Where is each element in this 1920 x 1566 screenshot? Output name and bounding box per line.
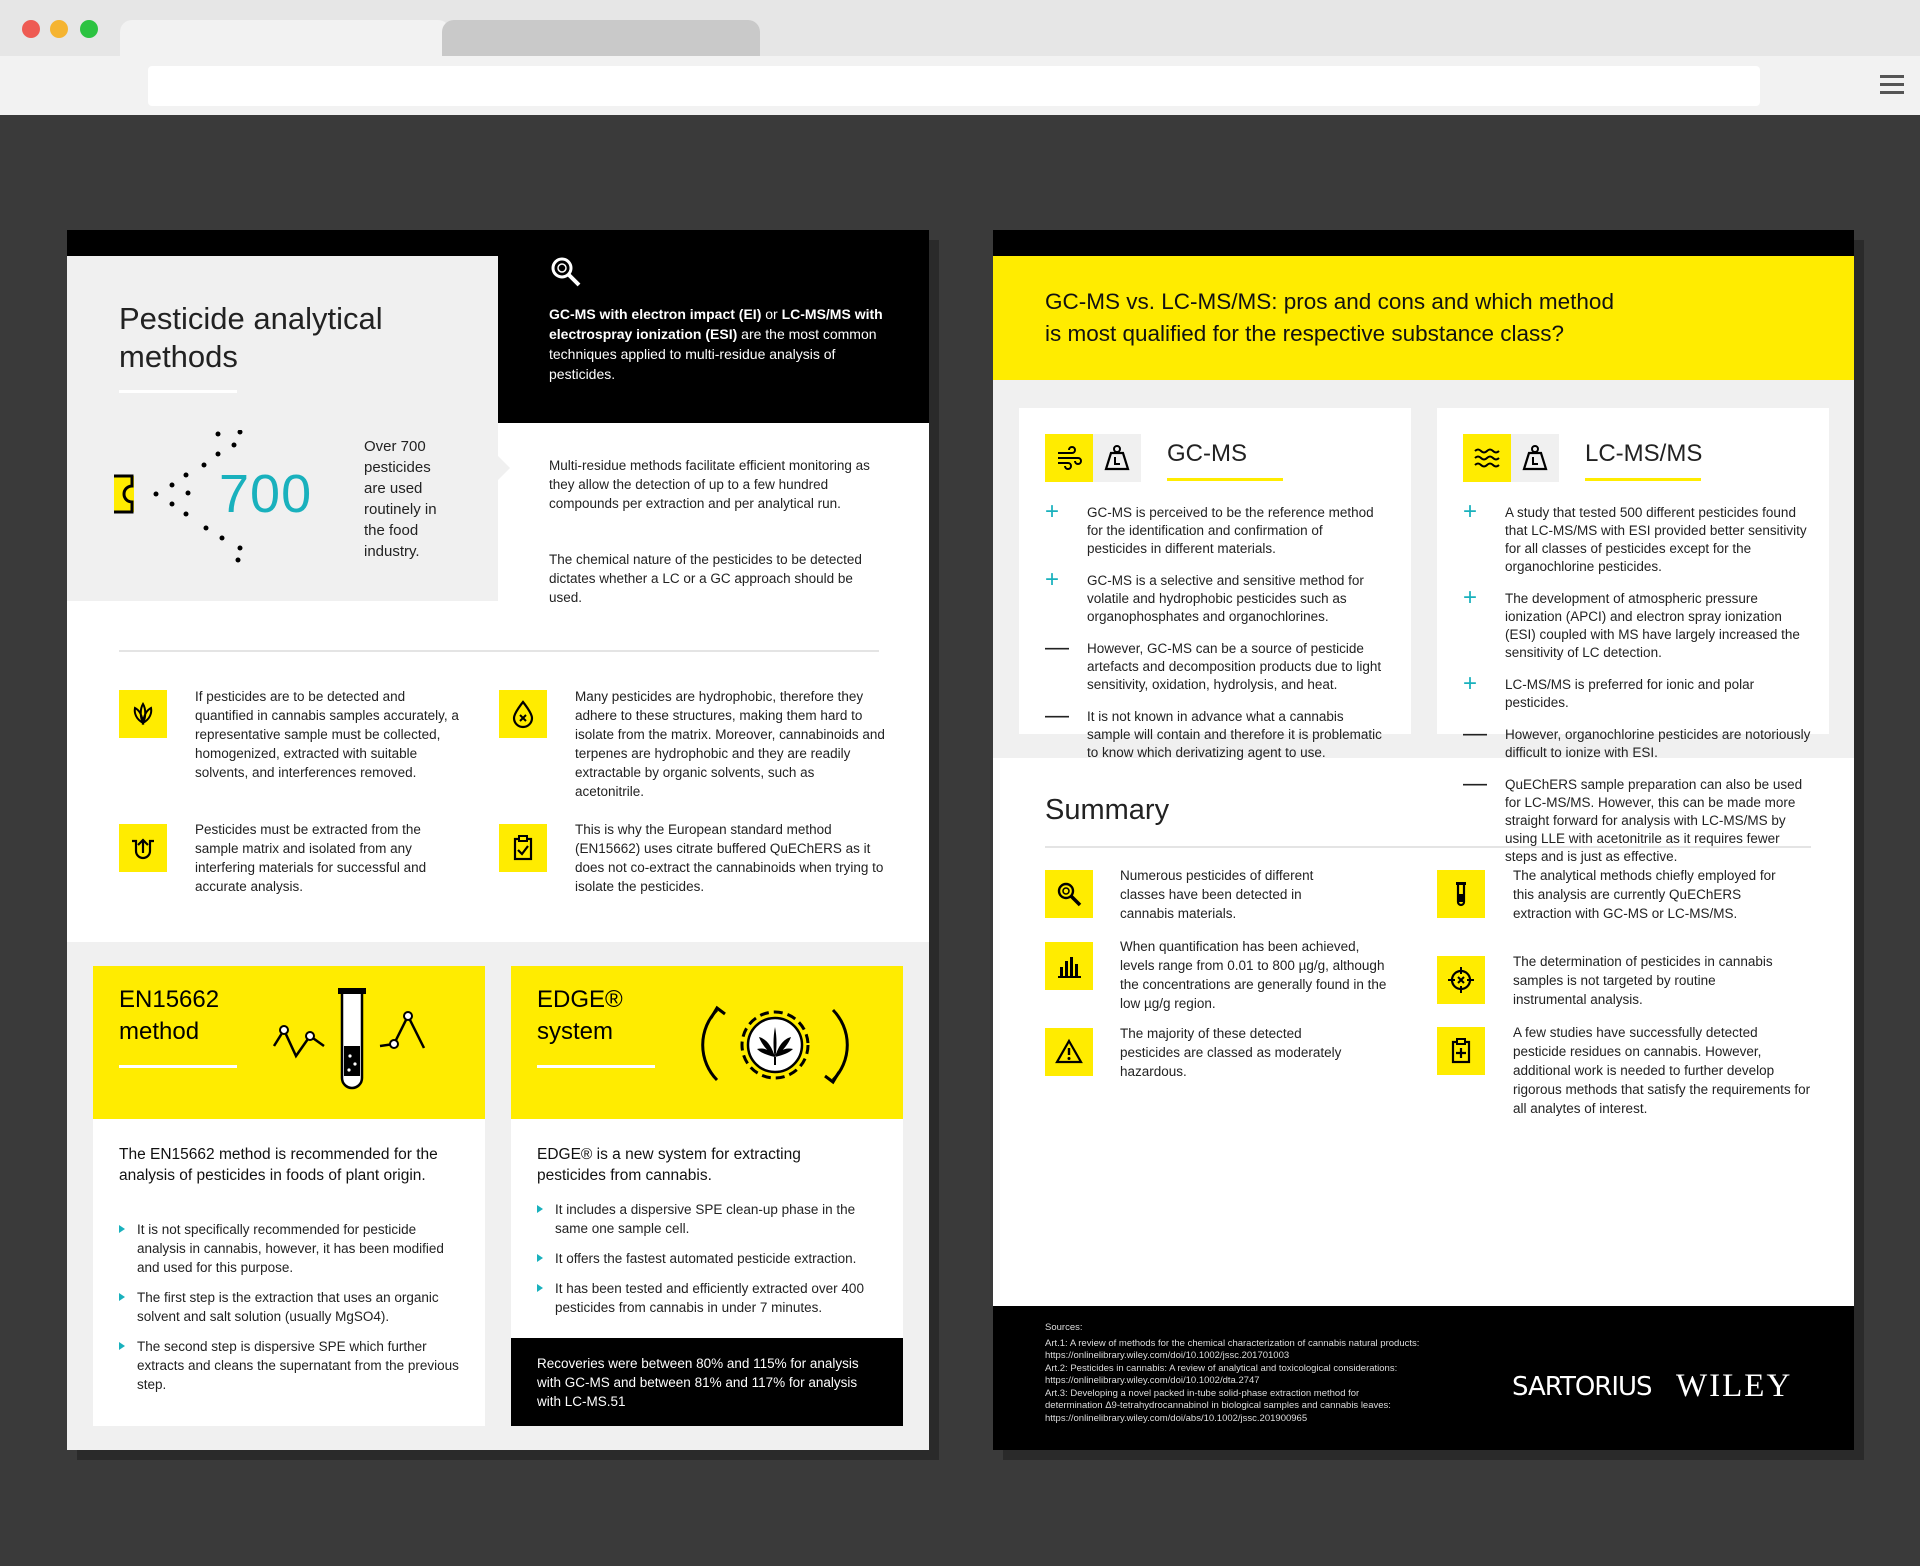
lc-underline — [1585, 478, 1701, 481]
minus-icon: — — [1463, 770, 1487, 797]
left-page — [67, 230, 929, 1450]
gc-title: GC-MS — [1167, 440, 1247, 467]
test-tube-graph-icon — [272, 986, 442, 1096]
fact-text-1: If pesticides are to be detected and quantified in cannabis samples accurately, a representative sample must be collected, homogenized, extracted with suitable solvents, and interferences removed. — [195, 689, 459, 780]
lc-item: — However, organochlorine pesticides are notoriously difficult to ionize with ESI. — [1463, 720, 1811, 760]
wind-icon — [1045, 434, 1093, 482]
sources-block: Sources: Art.1: A review of methods for the chemical characterization of cannabis natural products: https://onlinelibrary.wiley.com/doi/10.1002/jssc.201701003 Art.2: Pesticides in cannabis: A review of analytical and toxicological considerations: https://onlinelibrary.wiley.com/doi/10.1002/dta.2747 Art.3: Developing a novel packed in-tube solid-phase extraction method for determination Δ9-tetrahydrocannabinol in biological samples and cannabis leaves: https://onlinelibrary.wiley.com/doi/abs/10.1002/jssc.201900965 — [1045, 1322, 1420, 1424]
comparison-title: GC-MS vs. LC-MS/MS: pros and cons and which method is most qualified for the respective substance class? — [1045, 289, 1614, 346]
magnifier-icon — [548, 254, 584, 290]
gc-item: + GC-MS is a selective and sensitive method for volatile and hydrophobic pesticides such as organophosphates and organochlorines. — [1045, 566, 1364, 624]
top-black-strip — [67, 230, 929, 256]
plus-icon: + — [1463, 584, 1478, 611]
lc-item: + LC-MS/MS is preferred for ionic and polar pesticides. — [1463, 670, 1755, 710]
page-title: Pesticide analytical methods — [119, 301, 383, 374]
lc-item: — QuEChERS sample preparation can also be used for LC-MS/MS. However, this can be made more straight forward for analysis with LC-MS/MS by using LLE with acetonitrile as it requires fewer steps and is just as effective. — [1463, 770, 1803, 864]
weight-icon — [1511, 434, 1559, 482]
address-bar[interactable] — [148, 66, 1760, 106]
bar-chart-icon — [1045, 942, 1093, 990]
fact-text-4: This is why the European standard method (EN15662) uses citrate buffered QuEChERS as it does not co-extract the cannabinoids when trying to isolate the pesticides. — [575, 822, 884, 894]
sartorius-logo: SARTORIUS — [1512, 1372, 1652, 1402]
number-caption: Over 700 pesticides are used routinely in the food industry. — [364, 438, 437, 560]
edge-bullet: It includes a dispersive SPE clean-up phase in the same one sample cell. — [537, 1200, 887, 1238]
para-multi-residue: Multi-residue methods facilitate efficient monitoring as they allow the detection of up to a few hundred compounds per extraction and per analytical run. — [549, 458, 870, 511]
edge-underline — [537, 1065, 655, 1068]
gear-cannabis-icon — [695, 990, 855, 1100]
gc-underline — [1167, 478, 1283, 481]
section-divider — [119, 650, 879, 652]
waves-icon — [1463, 434, 1511, 482]
browser-tab-active[interactable] — [120, 20, 450, 60]
clipboard-plus-icon — [1437, 1027, 1485, 1075]
en15662-bullets — [119, 1220, 459, 1405]
en15662-underline — [119, 1065, 237, 1068]
edge-bullet: It offers the fastest automated pesticide extraction. — [537, 1249, 887, 1268]
edge-title: EDGE® system — [537, 986, 623, 1045]
summary-text-3: The majority of these detected pesticides are classed as moderately hazardous. — [1120, 1026, 1342, 1079]
droplet-icon — [499, 690, 547, 738]
lc-title: LC-MS/MS — [1585, 440, 1703, 467]
wiley-logo: WILEY — [1676, 1368, 1793, 1404]
browser-chrome — [0, 0, 1920, 115]
lc-item: + The development of atmospheric pressure ionization (APCI) and electron spray ionization (ESI) coupled with MS have largely increased the sensitivity of LC detection. — [1463, 584, 1800, 660]
para-chemical-nature: The chemical nature of the pesticides to be detected dictates whether a LC or a GC approach should be used. — [549, 552, 862, 605]
plus-icon: + — [1045, 566, 1060, 593]
gc-list — [1045, 498, 1385, 776]
edge-footer-text: Recoveries were between 80% and 115% for analysis with GC-MS and between 81% and 117% for analysis with LC-MS.51 — [537, 1356, 859, 1409]
clipboard-check-icon — [499, 824, 547, 872]
target-icon — [1437, 956, 1485, 1004]
title-underline — [119, 390, 237, 393]
big-number-700: 700 — [219, 464, 313, 524]
minimize-window-button[interactable] — [50, 20, 68, 38]
hamburger-menu-icon[interactable] — [1880, 75, 1904, 95]
summary-rule — [1045, 846, 1811, 848]
maximize-window-button[interactable] — [80, 20, 98, 38]
extract-icon — [119, 824, 167, 872]
lc-item: + A study that tested 500 different pesticides found that LC-MS/MS with ESI provided better sensitivity for all classes of pesticides except for the organochlorine pesticides. — [1463, 498, 1807, 574]
browser-tab-inactive[interactable] — [442, 20, 760, 58]
en15662-title: EN15662 method — [119, 986, 220, 1045]
gc-item: + GC-MS is perceived to be the reference method for the identification and confirmation of pesticides in different materials. — [1045, 498, 1374, 556]
right-page — [993, 230, 1854, 1450]
test-tube-icon — [1437, 870, 1485, 918]
minus-icon: — — [1463, 720, 1487, 747]
fact-text-2: Many pesticides are hydrophobic, therefore they adhere to these structures, making them hard to isolate from the matrix. Moreover, cannabinoids and terpenes are hydrophobic and they are readily extractable by organic solvents, such as acetonitrile. — [575, 689, 885, 799]
summary-text-1: Numerous pesticides of different classes have been detected in cannabis materials. — [1120, 868, 1314, 921]
en15662-bullet: It is not specifically recommended for pesticide analysis in cannabis, however, it has been modified and used for this purpose. — [119, 1220, 459, 1277]
summary-text-4: The analytical methods chiefly employed for this analysis are currently QuEChERS extraction with GC-MS or LC-MS/MS. — [1513, 868, 1776, 921]
weight-icon — [1093, 434, 1141, 482]
summary-text-2: When quantification has been achieved, levels range from 0.01 to 800 µg/g, although the concentrations are generally found in the low µg/g region. — [1120, 939, 1387, 1011]
en15662-intro: The EN15662 method is recommended for the analysis of pesticides in foods of plant origin. — [119, 1146, 438, 1184]
plus-icon: + — [1463, 670, 1478, 697]
minus-icon: — — [1045, 702, 1069, 729]
summary-title: Summary — [1045, 794, 1170, 826]
plus-icon: + — [1045, 498, 1060, 525]
intro-text: GC-MS with electron impact (EI) or LC-MS/MS with electrospray ionization (ESI) are the most common techniques applied to multi-residue analysis of pesticides. — [549, 306, 883, 382]
lc-list — [1463, 498, 1813, 880]
minus-icon: — — [1045, 634, 1069, 661]
leaf-icon — [119, 690, 167, 738]
summary-text-6: A few studies have successfully detected pesticide residues on cannabis. However, additional work is needed to further develop rigorous methods that satisfy the requirements for all analytes of interest. — [1513, 1025, 1811, 1116]
gc-item: — It is not known in advance what a cannabis sample will contain and therefore it is problematic to know which derivatizing agent to use. — [1045, 702, 1382, 760]
magnifier-icon — [1045, 870, 1093, 918]
summary-text-5: The determination of pesticides in cannabis samples is not targeted by routine instrumental analysis. — [1513, 954, 1773, 1007]
close-window-button[interactable] — [22, 20, 40, 38]
gc-item: — However, GC-MS can be a source of pesticide artefacts and decomposition products due to light sensitivity, oxidation, hydrolysis, and heat. — [1045, 634, 1382, 692]
top-black-strip — [993, 230, 1854, 256]
en15662-bullet: The second step is dispersive SPE which further extracts and cleans the supernatant from the previous step. — [119, 1337, 459, 1394]
edge-bullets — [537, 1200, 887, 1328]
edge-intro: EDGE® is a new system for extracting pesticides from cannabis. — [537, 1146, 801, 1184]
warning-icon — [1045, 1028, 1093, 1076]
en15662-bullet: The first step is the extraction that uses an organic solvent and salt solution (usually MgSO4). — [119, 1288, 459, 1326]
arrow-notch — [498, 456, 510, 480]
fact-text-3: Pesticides must be extracted from the sample matrix and isolated from any interfering materials for successful and accurate analysis. — [195, 822, 427, 894]
edge-bullet: It has been tested and efficiently extracted over 400 pesticides from cannabis in under 7 minutes. — [537, 1279, 887, 1317]
plus-icon: + — [1463, 498, 1478, 525]
